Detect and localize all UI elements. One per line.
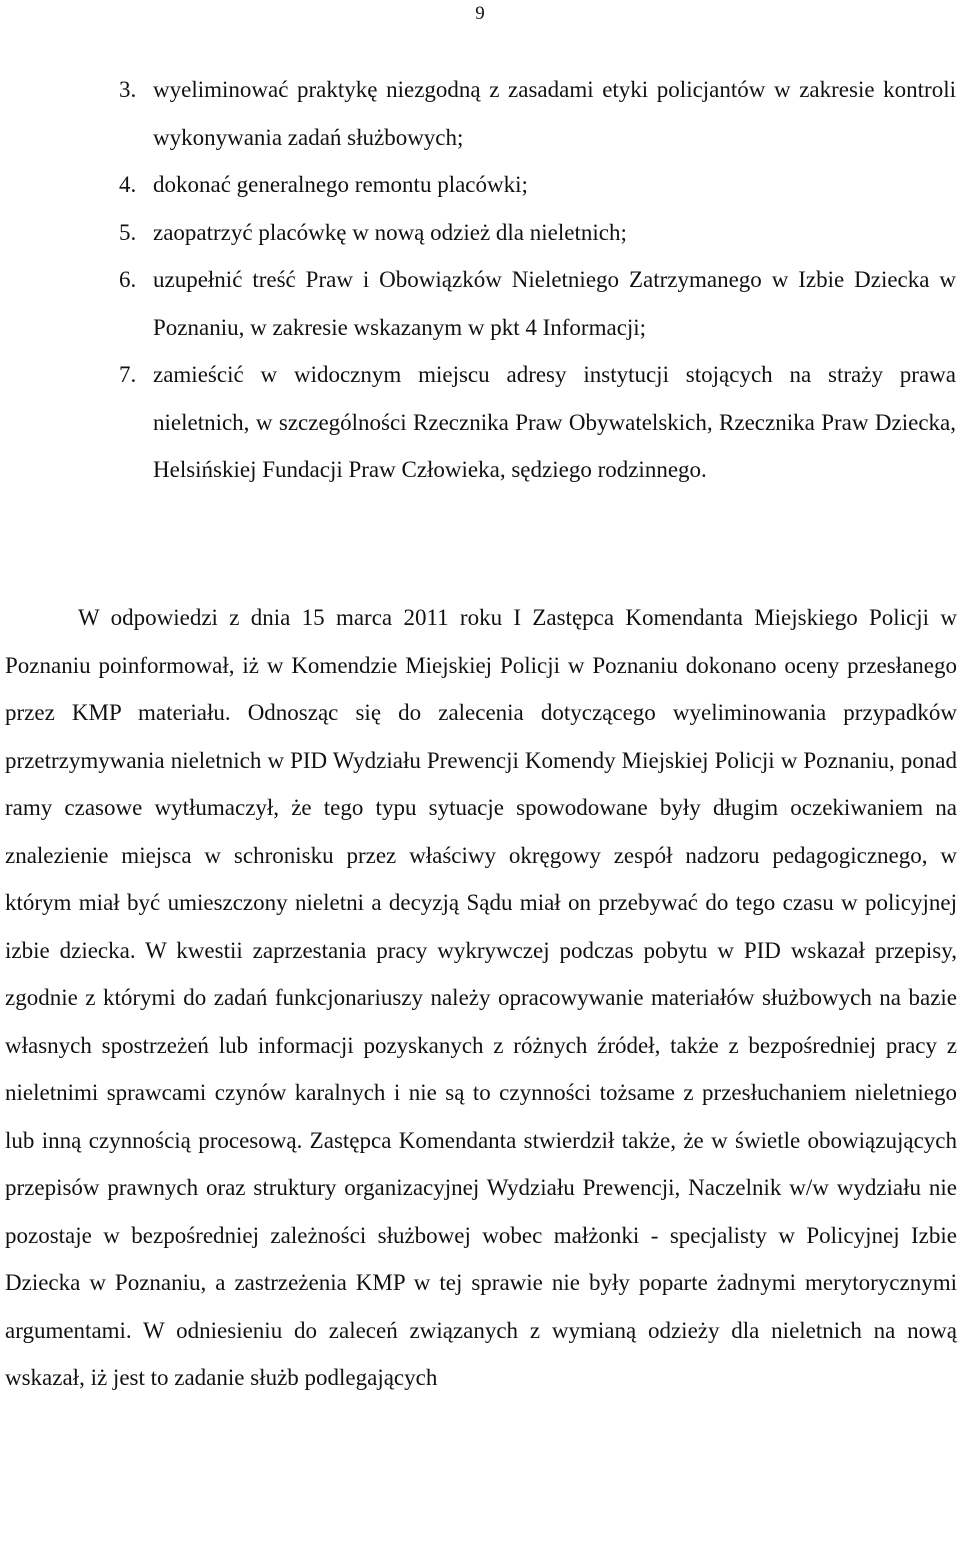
list-item-number: 5.: [119, 219, 137, 245]
list-item-number: 3.: [119, 77, 137, 102]
list-item: [0, 209, 960, 257]
list-item-text: zaopatrzyć placówkę w nową odzież dla nieletnich;: [153, 219, 627, 245]
list-item-number: 4.: [119, 172, 137, 197]
list-item-text: wyeliminować praktykę niezgodną z zasadami etyki policjantów w zakresie kontroli wykonywania zadań służbowych;: [153, 77, 956, 150]
list-item: [0, 256, 960, 351]
page-number: 9: [475, 3, 485, 24]
list-item-number: 7.: [119, 362, 137, 387]
list-item: [0, 161, 960, 209]
list-item-text: zamieścić w widocznym miejscu adresy instytucji stojących na straży prawa nieletnich, w szczególności Rzecznika Praw Obywatelskich, Rzecznika Praw Dziecka, Helsińskiej Fundacji Praw Człowieka, sędziego rodzinnego.: [153, 362, 956, 482]
list-item: [0, 351, 960, 494]
list-item-text: uzupełnić treść Praw i Obowiązków Nieletniego Zatrzymanego w Izbie Dziecka w Poznaniu, w zakresie wskazanym w pkt 4 Informacji;: [153, 267, 956, 340]
list-item: [0, 66, 960, 161]
list-item-number: 6.: [119, 267, 137, 292]
recommendations-list: [0, 66, 960, 494]
body-paragraph: W odpowiedzi z dnia 15 marca 2011 roku I Zastępca Komendanta Miejskiego Policji w Poznaniu poinformował, iż w Komendzie Miejskiej Policji w Poznaniu dokonano oceny przesłanego przez KMP materiału. Odnosząc się do zalecenia dotyczącego wyeliminowania przypadków przetrzymywania nieletnich w PID Wydziału Prewencji Komendy Miejskiej Policji w Poznaniu, ponad ramy czasowe wytłumaczył, że tego typu sytuacje spowodowane były długim oczekiwaniem na znalezienie miejsca w schronisku przez właściwy okręgowy zespół nadzoru pedagogicznego, w którym miał być umieszczony nieletni a decyzją Sądu miał on przebywać do tego czasu w policyjnej izbie dziecka. W kwestii zaprzestania pracy wykrywczej podczas pobytu w PID wskazał przepisy, zgodnie z którymi do zadań funkcjonariuszy należy opracowywanie materiałów służbowych na bazie własnych spostrzeżeń lub informacji pozyskanych z różnych źródeł, także z bezpośredniej pracy z nieletnimi sprawcami czynów karalnych i nie są to czynności tożsame z przesłuchaniem nieletniego lub inną czynnością procesową. Zastępca Komendanta stwierdził także, że w świetle obowiązujących przepisów prawnych oraz struktury organizacyjnej Wydziału Prewencji, Naczelnik w/w wydziału nie pozostaje w bezpośredniej zależności służbowej wobec małżonki - specjalisty w Policyjnej Izbie Dziecka w Poznaniu, a zastrzeżenia KMP w tej sprawie nie były poparte żadnymi merytorycznymi argumentami. W odniesieniu do zaleceń związanych z wymianą odzieży dla nieletnich na nową wskazał, iż jest to zadanie służb podlegających: [5, 605, 957, 1390]
list-item-text: dokonać generalnego remontu placówki;: [153, 172, 528, 197]
